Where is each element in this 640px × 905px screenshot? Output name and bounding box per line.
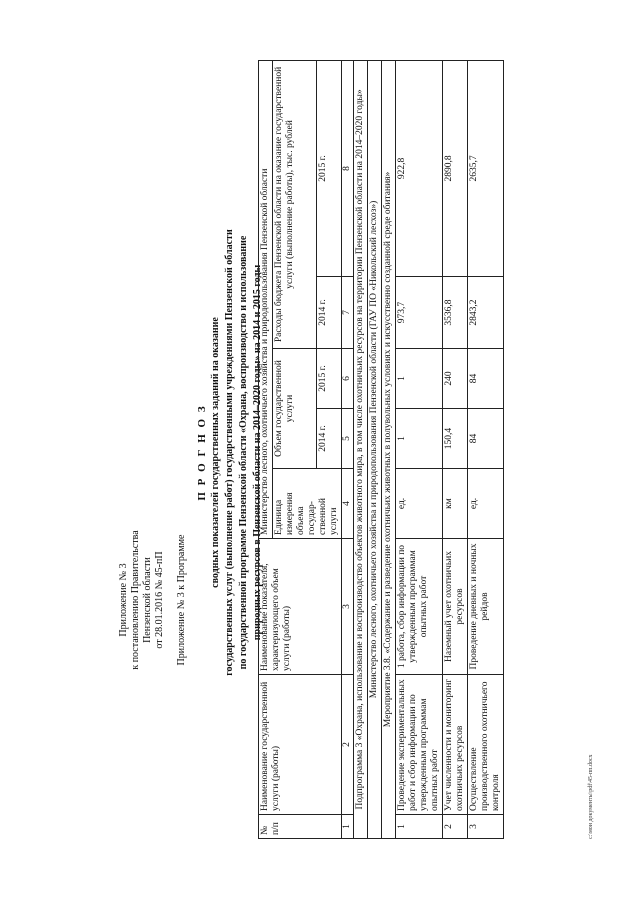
- column-number: 2: [342, 675, 354, 815]
- row-expense-2015: 2635,7: [468, 60, 504, 276]
- row-volume-2014: 1: [396, 409, 443, 469]
- subprogram-title: Подпрограмма 3 «Охрана, использование и воспроизводство объектов животного мира, в том числе охотничьих ресурсов на территории Пензенской области на 2014–2020 годы»: [354, 60, 368, 838]
- appendix-line-2: к постановлению Правительства: [130, 530, 141, 670]
- header-service: Наименование государственной услуги (работы): [259, 675, 342, 815]
- file-path-footer: c:\мои документы\pdf\45-пп.docx: [588, 754, 594, 839]
- row-indicator: Наземный учет охотничьих ресурсов: [443, 539, 468, 675]
- column-number: 5: [342, 409, 354, 469]
- row-volume-2015: 1: [396, 349, 443, 409]
- table-row: [396, 60, 443, 838]
- column-number: 8: [342, 60, 354, 276]
- row-unit: км: [443, 469, 468, 539]
- header-ministry: Министерство лесного, охотничьего хозяйства и природопользования Пензенской области: [259, 60, 273, 538]
- appendix-line-4: от 28.01.2016 № 45-пП: [154, 551, 165, 649]
- row-num: 1: [396, 815, 443, 839]
- row-service: Учет численности и мониторинг охотничьих ресурсов: [443, 675, 468, 815]
- row-expense-2015: 922,8: [396, 60, 443, 276]
- row-service: Осуществление производственного охотничьего контроля: [468, 675, 504, 815]
- forecast-table: [258, 60, 504, 839]
- row-expense-2014: 2843,2: [468, 277, 504, 349]
- column-number: 3: [342, 539, 354, 675]
- header-indicator: Наименование показателя, характеризующего объем услуги (работы): [259, 539, 342, 675]
- appendix-line-1: Приложение № 3: [118, 563, 129, 637]
- header-volume-2015: 2015 г.: [317, 349, 342, 409]
- document-title: П Р О Г Н О З: [196, 404, 208, 501]
- program-note: Приложение № 3 к Программе: [176, 534, 187, 666]
- row-volume-2014: 84: [468, 409, 504, 469]
- row-unit: ед.: [396, 469, 443, 539]
- row-indicator: Проведение дневных и ночных рейдов: [468, 539, 504, 675]
- title-line-1: сводных показателей государственных заданий на оказание: [210, 317, 221, 588]
- row-expense-2015: 2890,8: [443, 60, 468, 276]
- measure-title: Мероприятие 3.8. «Содержание и разведение охотничьих животных в полувольных условиях и искусственно созданной среде обитания»: [382, 60, 396, 838]
- appendix-line-3: Пензенской области: [142, 557, 153, 643]
- table-row: [468, 60, 504, 838]
- row-num: 3: [468, 815, 504, 839]
- row-num: 2: [443, 815, 468, 839]
- ministry-row: [368, 60, 382, 838]
- header-row-1: [259, 60, 273, 838]
- row-volume-2014: 150,4: [443, 409, 468, 469]
- header-volume-2014: 2014 г.: [317, 409, 342, 469]
- ministry-title: Министерство лесного, охотничьего хозяйства и природопользования Пензенской области (ГАУ ПО «Никольский лесхоз»): [368, 60, 382, 838]
- row-volume-2015: 84: [468, 349, 504, 409]
- row-volume-2015: 240: [443, 349, 468, 409]
- column-number: 4: [342, 469, 354, 539]
- row-unit: ед.: [468, 469, 504, 539]
- table-row: [443, 60, 468, 838]
- appendix-block: [118, 470, 166, 730]
- title-line-3: по государственной программе Пензенской области «Охрана, воспроизводство и использование: [238, 235, 249, 670]
- header-unit: Единица измерения объема государ-ственной услуги: [273, 469, 342, 539]
- column-number: 7: [342, 277, 354, 349]
- row-expense-2014: 3536,8: [443, 277, 468, 349]
- column-number: 6: [342, 349, 354, 409]
- row-indicator: 1 работа, сбор информации по утвержденным программам опытных работ: [396, 539, 443, 675]
- document-title-block: [196, 0, 264, 905]
- title-line-2: государственных услуг (выполнение работ) государственными учреждениями Пензенской области: [224, 229, 235, 676]
- measure-row: [382, 60, 396, 838]
- header-expense: Расходы бюджета Пензенской области на оказание государственной услуги (выполнение работы), тыс. рублей: [273, 60, 317, 348]
- title-line-4: природных ресурсов в Пензенской области на 2014–2020 годы» на 2014 и 2015 годы: [252, 264, 263, 641]
- header-expense-2014: 2014 г.: [317, 277, 342, 349]
- header-num: № п/п: [259, 815, 342, 839]
- column-number: 1: [342, 815, 354, 839]
- header-expense-2015: 2015 г.: [317, 60, 342, 276]
- subprogram-row: [354, 60, 368, 838]
- row-service: Проведение экспериментальных работ и сбор информации по утвержденным программам опытных работ: [396, 675, 443, 815]
- header-volume: Объем государственной услуги: [273, 349, 317, 469]
- column-number-row: [342, 60, 354, 838]
- row-expense-2014: 973,7: [396, 277, 443, 349]
